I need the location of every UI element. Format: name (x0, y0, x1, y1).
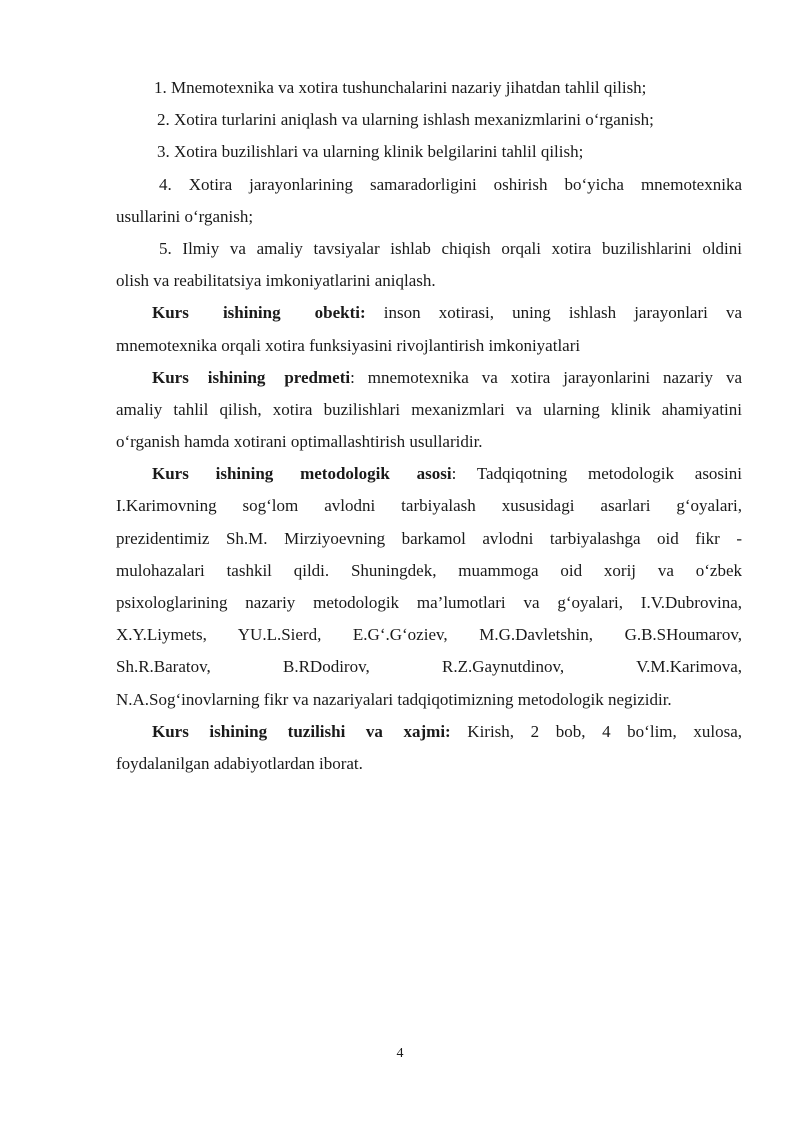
metodologik-paragraph-line-1: Kurs ishining metodologik asosi: Tadqiqotning metodologik asosini (152, 464, 742, 484)
predmet-paragraph-line-2: amaliy tahlil qilish, xotira buzilishlari mexanizmlari va ularning klinik ahamiyatini (116, 399, 742, 419)
tuzilishi-label: Kurs ishining tuzilishi va xajmi: (152, 721, 451, 741)
predmet-paragraph-line-3: o‘rganish hamda xotirani optimallashtirish usullaridir. (116, 432, 483, 452)
objective-item-5-line-1: 5. Ilmiy va amaliy tavsiyalar ishlab chiqish orqali xotira buzilishlarini oldini (159, 238, 742, 258)
predmet-label: Kurs ishining predmeti (152, 367, 351, 387)
predmet-paragraph-line-1: Kurs ishining predmeti: mnemotexnika va xotira jarayonlarini nazariy va (152, 367, 742, 387)
tuzilishi-paragraph-line-1: Kurs ishining tuzilishi va xajmi: Kirish, 2 bob, 4 bo‘lim, xulosa, (152, 721, 742, 741)
obekt-label: Kurs ishining obekti: (152, 303, 366, 323)
metodologik-label: Kurs ishining metodologik asosi (152, 464, 452, 484)
metodologik-paragraph-line-7: Sh.R.Baratov, B.RDodirov, R.Z.Gaynutdinov, V.M.Karimova, (116, 657, 742, 677)
metodologik-paragraph-line-4: mulohazalari tashkil qildi. Shuningdek, muammoga oid xorij va o‘zbek (116, 560, 742, 580)
page-number: 4 (396, 1046, 404, 1061)
objective-item-4-line-1: 4. Xotira jarayonlarining samaradorligini oshirish bo‘yicha mnemotexnika (159, 174, 742, 194)
metodologik-paragraph-line-2: I.Karimovning sog‘lom avlodni tarbiyalash xususidagi asarlari g‘oyalari, (116, 496, 742, 516)
metodologik-paragraph-line-8: N.A.Sog‘inovlarning fikr va nazariyalari tadqiqotimizning metodologik negizidir. (116, 689, 672, 709)
objective-item-1: 1. Mnemotexnika va xotira tushunchalarini nazariy jihatdan tahlil qilish; (154, 78, 647, 97)
obekt-paragraph-line-2: mnemotexnika orqali xotira funksiyasini rivojlantirish imkoniyatlari (116, 335, 581, 355)
objective-item-2: 2. Xotira turlarini aniqlash va ularning ishlash mexanizmlarini o‘rganish; (157, 110, 654, 130)
obekt-paragraph-line-1: Kurs ishining obekti: inson xotirasi, uning ishlash jarayonlari va (152, 303, 742, 323)
objective-item-4-line-2: usullarini o‘rganish; (116, 206, 254, 226)
objective-item-3: 3. Xotira buzilishlari va ularning klinik belgilarini tahlil qilish; (157, 142, 584, 162)
document-body (116, 72, 742, 780)
metodologik-paragraph-line-6: X.Y.Liymets, YU.L.Sierd, E.G‘.G‘oziev, M.G.Davletshin, G.B.SHoumarov, (116, 625, 742, 645)
objective-item-5-line-2: olish va reabilitatsiya imkoniyatlarini aniqlash. (116, 271, 436, 291)
metodologik-paragraph-line-3: prezidentimiz Sh.M. Mirziyoevning barkamol avlodni tarbiyalashga oid fikr - (116, 528, 742, 548)
tuzilishi-paragraph-line-2: foydalanilgan adabiyotlardan iborat. (116, 753, 363, 773)
metodologik-paragraph-line-5: psixologlarining nazariy metodologik ma’lumotlari va g‘oyalari, I.V.Dubrovina, (116, 593, 742, 612)
